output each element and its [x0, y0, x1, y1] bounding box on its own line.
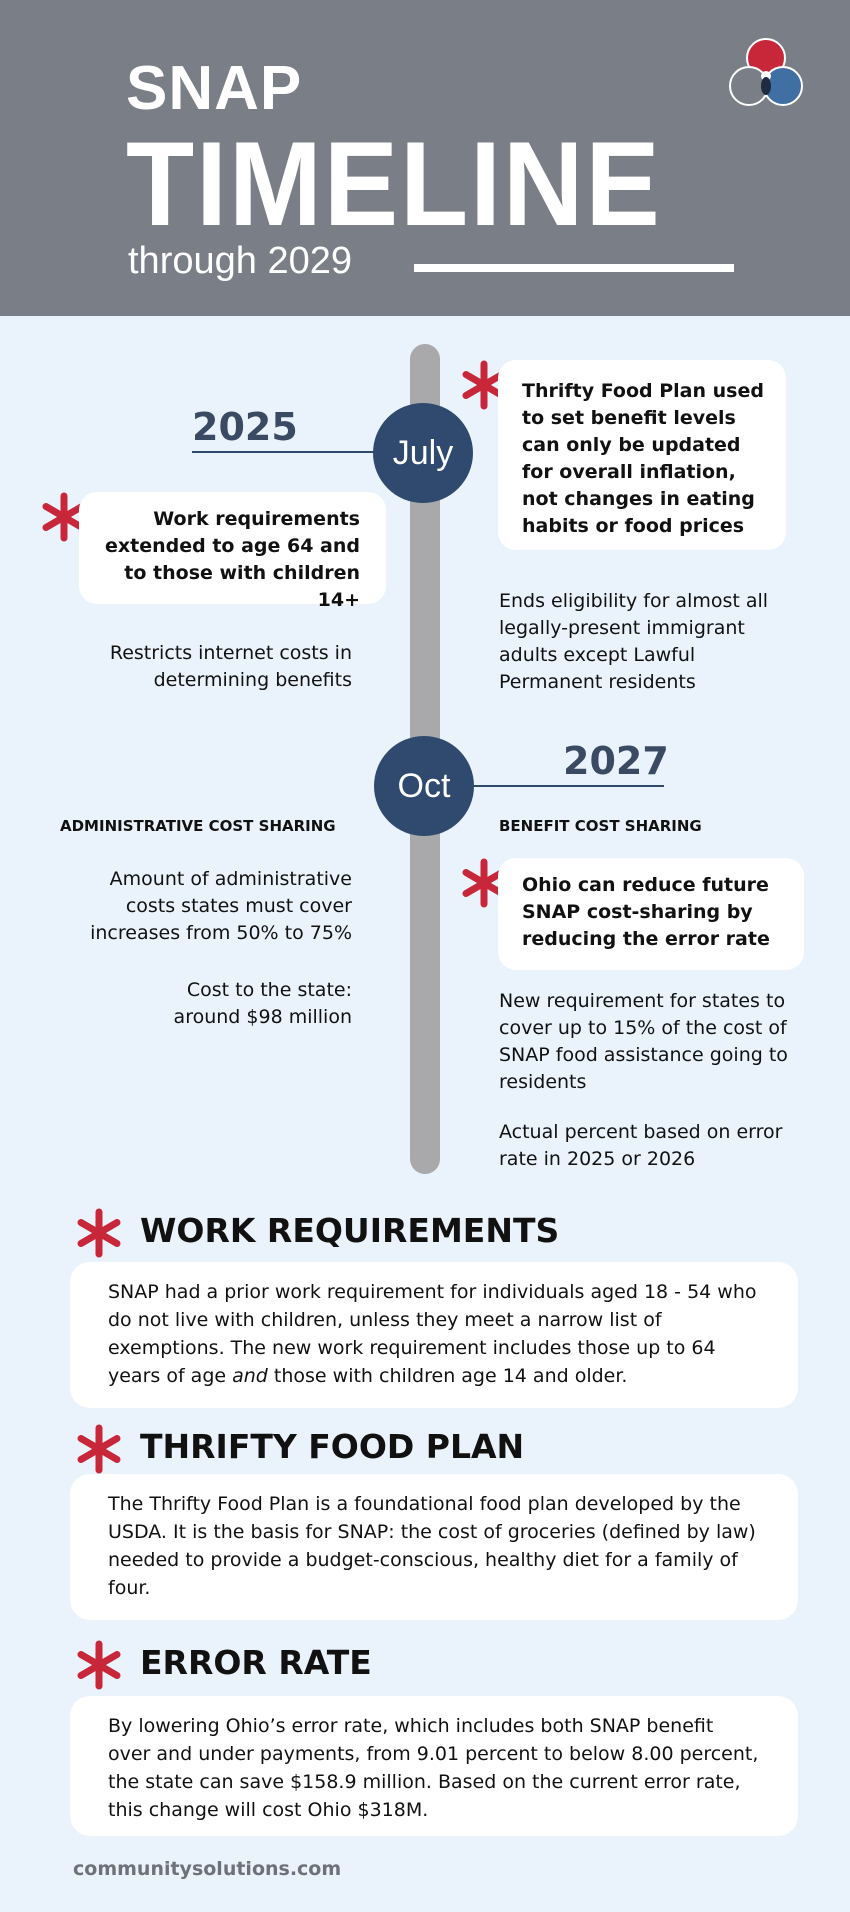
- label-benefit-cost-sharing: BENEFIT COST SHARING: [499, 817, 702, 835]
- label-admin-cost-sharing: ADMINISTRATIVE COST SHARING: [60, 817, 336, 835]
- card-error-rate-reduction: Ohio can reduce future SNAP cost-sharing by reducing the error rate: [498, 858, 804, 970]
- section-body-work: [70, 1262, 798, 1408]
- text-new-requirement: New requirement for states to cover up to 15% of the cost of SNAP food assistance going to residents: [499, 990, 788, 1093]
- year-2025: 2025: [192, 405, 298, 449]
- text-admin-cost: Amount of administrative costs states must cover increases from 50% to 75%: [90, 868, 352, 944]
- node-oct: Oct: [374, 736, 474, 836]
- work-body-emphasis: and: [232, 1365, 268, 1387]
- asterisk-icon: [74, 1424, 124, 1474]
- section-title-work: WORK REQUIREMENTS: [140, 1211, 560, 1250]
- section-title-thrifty: THRIFTY FOOD PLAN: [140, 1427, 525, 1466]
- venn-logo-icon: [726, 36, 806, 112]
- section-body-thrifty: The Thrifty Food Plan is a foundational food plan developed by the USDA. It is the basis for SNAP: the cost of groceries (defined by law) needed to provide a budget-conscious, healthy diet for a family of four.: [70, 1474, 798, 1620]
- text-actual-percent: Actual percent based on error rate in 2025 or 2026: [499, 1121, 783, 1170]
- work-body-part: those with children age 14 and older.: [267, 1365, 628, 1387]
- asterisk-icon: [74, 1640, 124, 1690]
- asterisk-icon: [74, 1208, 124, 1258]
- section-title-error: ERROR RATE: [140, 1643, 372, 1682]
- year-2027: 2027: [563, 739, 669, 783]
- header-rule: [414, 264, 734, 272]
- card-thrifty-food-plan: Thrifty Food Plan used to set benefit levels can only be updated for overall inflation, not changes in eating habits or food prices: [498, 360, 786, 550]
- text-immigrant-eligibility: Ends eligibility for almost all legally-present immigrant adults except Lawful Permanent residents: [499, 590, 769, 693]
- header-banner: [0, 0, 850, 316]
- node-july: July: [373, 403, 473, 503]
- connector-2025: [192, 451, 377, 453]
- subtitle: through 2029: [128, 240, 352, 282]
- work-body-part: SNAP had a prior work requirement for individuals aged 18 - 54 who do not live with children, unless they meet a narrow list of exemptions. The new work requirement includes those up to 64 years of age: [108, 1281, 757, 1387]
- text-internet-costs: Restricts internet costs in determining benefits: [109, 642, 352, 691]
- title-timeline: TIMELINE: [126, 117, 662, 251]
- connector-2027: [472, 785, 664, 787]
- title-snap: SNAP: [126, 54, 303, 123]
- card-work-requirements: Work requirements extended to age 64 and to those with children 14+: [79, 492, 386, 604]
- section-body-error: By lowering Ohio’s error rate, which includes both SNAP benefit over and under payments, from 9.01 percent to below 8.00 percent, the state can save $158.9 million. Based on the current error rate, this change will cost Ohio $318M.: [70, 1696, 798, 1836]
- footer-site: communitysolutions.com: [73, 1858, 342, 1880]
- text-cost-to-state: Cost to the state: around $98 million: [173, 979, 352, 1028]
